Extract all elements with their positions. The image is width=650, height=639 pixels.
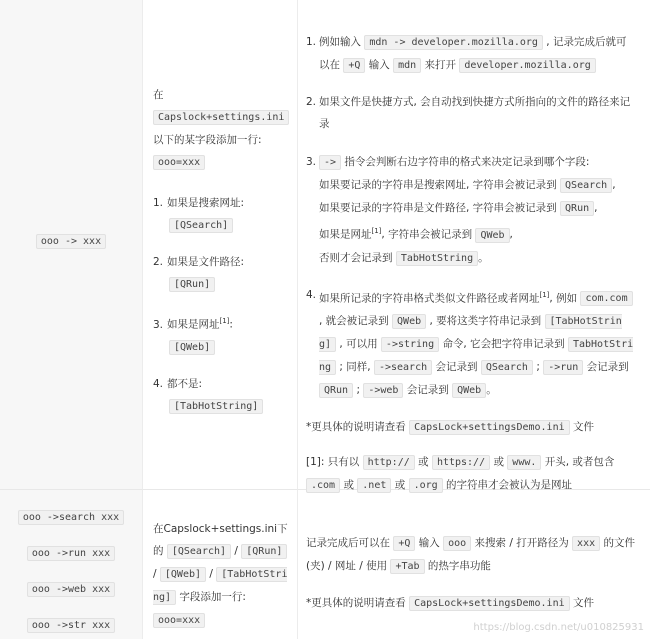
row1-description-cell bbox=[298, 0, 650, 490]
list-item: 3. -> 指令会判断右边字符串的格式来决定记录到哪个字段: 如果要记录的字符串是搜索网址, 字符串会被记录到 QSearch , 如果要记录的字符串是文件路径, 字符串会被记录到 QRun , 如果是网址[1], 字符串会被记录到 QWeb , 否则才会记录到 TabHotString 。 bbox=[306, 156, 616, 264]
list-item: 4. 都不是: [TabHotString] bbox=[153, 373, 291, 418]
list-item: 3. 如果是网址[1]: [QWeb] bbox=[153, 317, 233, 353]
list-item: 4. 如果所记录的字符串格式类似文件路径或者网址[1], 例如 com.com , 就会被记录到 QWeb , 要将这类字符串记录到 [TabHotString] , 可以用 ->string 命令, 它会把字符串记录到 TabHotString ; 同样, ->search 会记录到 QSearch ; ->run 会记录到 QRun ; ->web 会记录到 QWeb 。 bbox=[306, 288, 634, 396]
footnote: [1]: 只有以 http:// 或 https:// 或 www. 开头, 或者包含 .com 或 .net 或 .org 的字符串才会被认为是网址 bbox=[306, 456, 615, 491]
command-code: ooo -> xxx bbox=[36, 234, 106, 249]
command-code: ooo ->run xxx bbox=[27, 546, 115, 561]
command-code: ooo ->search xxx bbox=[18, 510, 124, 525]
row2-command-cell bbox=[0, 490, 143, 639]
detail-note: *更具体的说明请查看 CapsLock+settingsDemo.ini 文件 bbox=[306, 421, 594, 433]
watermark: https://blog.csdn.net/u010825931 bbox=[473, 622, 644, 633]
row1-command-cell bbox=[0, 0, 143, 490]
row2-description-cell bbox=[298, 490, 650, 639]
setting-field-code: ooo=xxx bbox=[153, 155, 205, 170]
list-item: 2. 如果文件是快捷方式, 会自动找到快捷方式所指向的文件的路径来记录 bbox=[306, 96, 631, 130]
row1-setting-cell bbox=[143, 0, 298, 490]
detail-note: *更具体的说明请查看 CapsLock+settingsDemo.ini 文件 bbox=[306, 597, 594, 609]
row2-setting-cell: 在Capslock+settings.ini下的 [QSearch] / [QRun] / [QWeb] / [TabHotString] 字段添加一行: ooo=xxx bbox=[143, 490, 298, 639]
list-item: 1. 如果是搜索网址: [QSearch] bbox=[153, 197, 245, 231]
command-code: ooo ->str xxx bbox=[27, 618, 115, 633]
usage-text: 记录完成后可以在 +Q 输入 ooo 来搜索 / 打开路径为 xxx 的文件 (夹) / 网址 / 使用 +Tab 的热字串功能 bbox=[306, 537, 635, 572]
list-item: 1. 例如输入 mdn -> developer.mozilla.org , 记录完成后就可以在 +Q 输入 mdn 来打开 developer.mozilla.org bbox=[306, 36, 627, 71]
description-list bbox=[306, 31, 636, 402]
setting-field-code: ooo=xxx bbox=[153, 613, 205, 628]
command-code: ooo ->web xxx bbox=[27, 582, 115, 597]
setting-intro: 在 Capslock+settings.ini 以下的某字段添加一行: bbox=[153, 84, 291, 151]
list-item: 2. 如果是文件路径: [QRun] bbox=[153, 256, 245, 290]
field-list bbox=[153, 192, 291, 418]
